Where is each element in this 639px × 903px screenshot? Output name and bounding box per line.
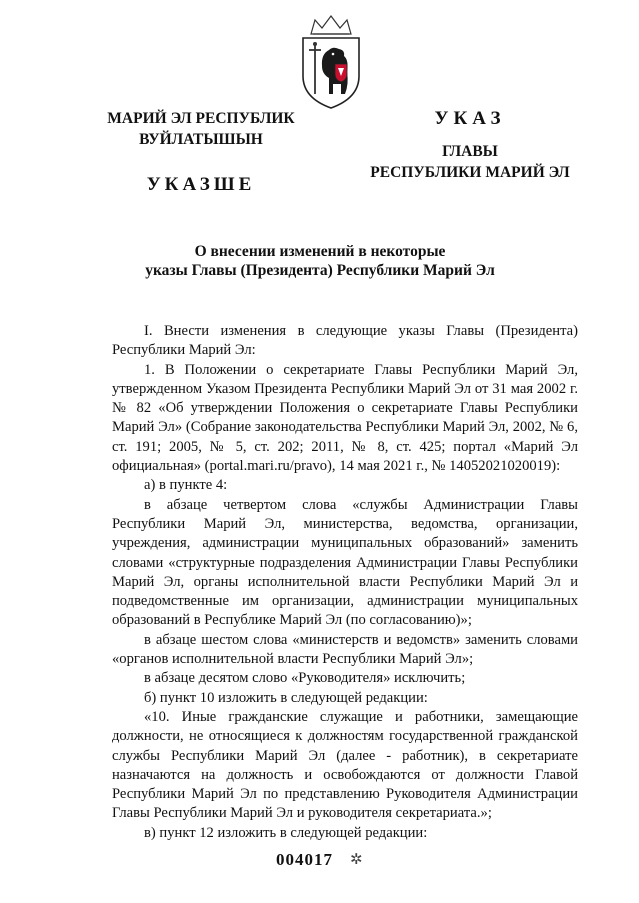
coat-of-arms-mari-el-icon	[289, 14, 373, 112]
paragraph: в) пункт 12 изложить в следующей редакции:	[144, 824, 428, 841]
paragraph: «10. Иные гражданские служащие и работники, замещающие должности, не относящиеся к должностям государственной гражданской службы Республики Марий Эл (далее - работник), в секретариате назначаются на должность и освобождаются от должности Главой Республики Марий Эл по представлению Руководителя Администрации Главы Республики Марий Эл и руководителя секретариата.»;	[112, 708, 578, 822]
paragraph: I. Внести изменения в следующие указы Главы (Президента) Республики Марий Эл:	[112, 323, 578, 359]
document-title	[60, 242, 580, 280]
header-left-mari	[96, 108, 306, 195]
header-right-russian	[360, 108, 580, 183]
paragraph: а) в пункте 4:	[144, 477, 228, 494]
header-left-doc-type: УКАЗШЕ	[146, 174, 256, 195]
document-body	[112, 322, 578, 843]
header-left-line-2: ВУЙЛАТЫШЫН	[139, 131, 263, 148]
header-right-line-2: РЕСПУБЛИКИ МАРИЙ ЭЛ	[370, 164, 570, 181]
coat-of-arms-emblem	[289, 14, 373, 112]
serial-number: 004017	[276, 850, 333, 869]
document-title-line-1: О внесении изменений в некоторые	[194, 243, 446, 260]
paragraph: б) пункт 10 изложить в следующей редакции:	[144, 689, 428, 706]
header-left-line-1: МАРИЙ ЭЛ РЕСПУБЛИК	[107, 110, 295, 127]
paragraph: в абзаце четвертом слова «службы Администрации Главы Республики Марий Эл, министерства, ведомства, организации, учреждения, администрации муниципальных образований» заменить словами «структурные подразделения Администрации Главы Республики Марий Эл, органы исполнительной власти Республики Марий Эл и подведомственные им организации, администрации муниципальных образований в Республике Марий Эл (по согласованию)»;	[112, 496, 578, 629]
paragraph: в абзаце шестом слова «министерств и ведомств» заменить словами «органов исполнительной власти Республики Марий Эл»;	[112, 631, 578, 668]
ornament-icon: ✲	[350, 852, 363, 868]
paragraph: в абзаце десятом слово «Руководителя» исключить;	[144, 670, 466, 687]
paragraph: 1. В Положении о секретариате Главы Республики Марий Эл, утвержденном Указом Президента Республики Марий Эл от 31 мая 2002 г. № 82 «Об утверждении Положения о секретариате Главы Республики Марий Эл» (Собрание законодательства Республики Марий Эл, 2002, № 6, ст. 191; 2005, № 5, ст. 202; 2011, № 8, ст. 425; портал «Марий Эл официальная» (portal.mari.ru/pravo), 14 мая 2021 г., № 14052021020019):	[112, 361, 578, 475]
header-right-line-1: ГЛАВЫ	[442, 143, 498, 160]
header-right-doc-type: УКАЗ	[434, 108, 506, 129]
document-title-line-2: указы Главы (Президента) Республики Марий Эл	[145, 262, 495, 279]
